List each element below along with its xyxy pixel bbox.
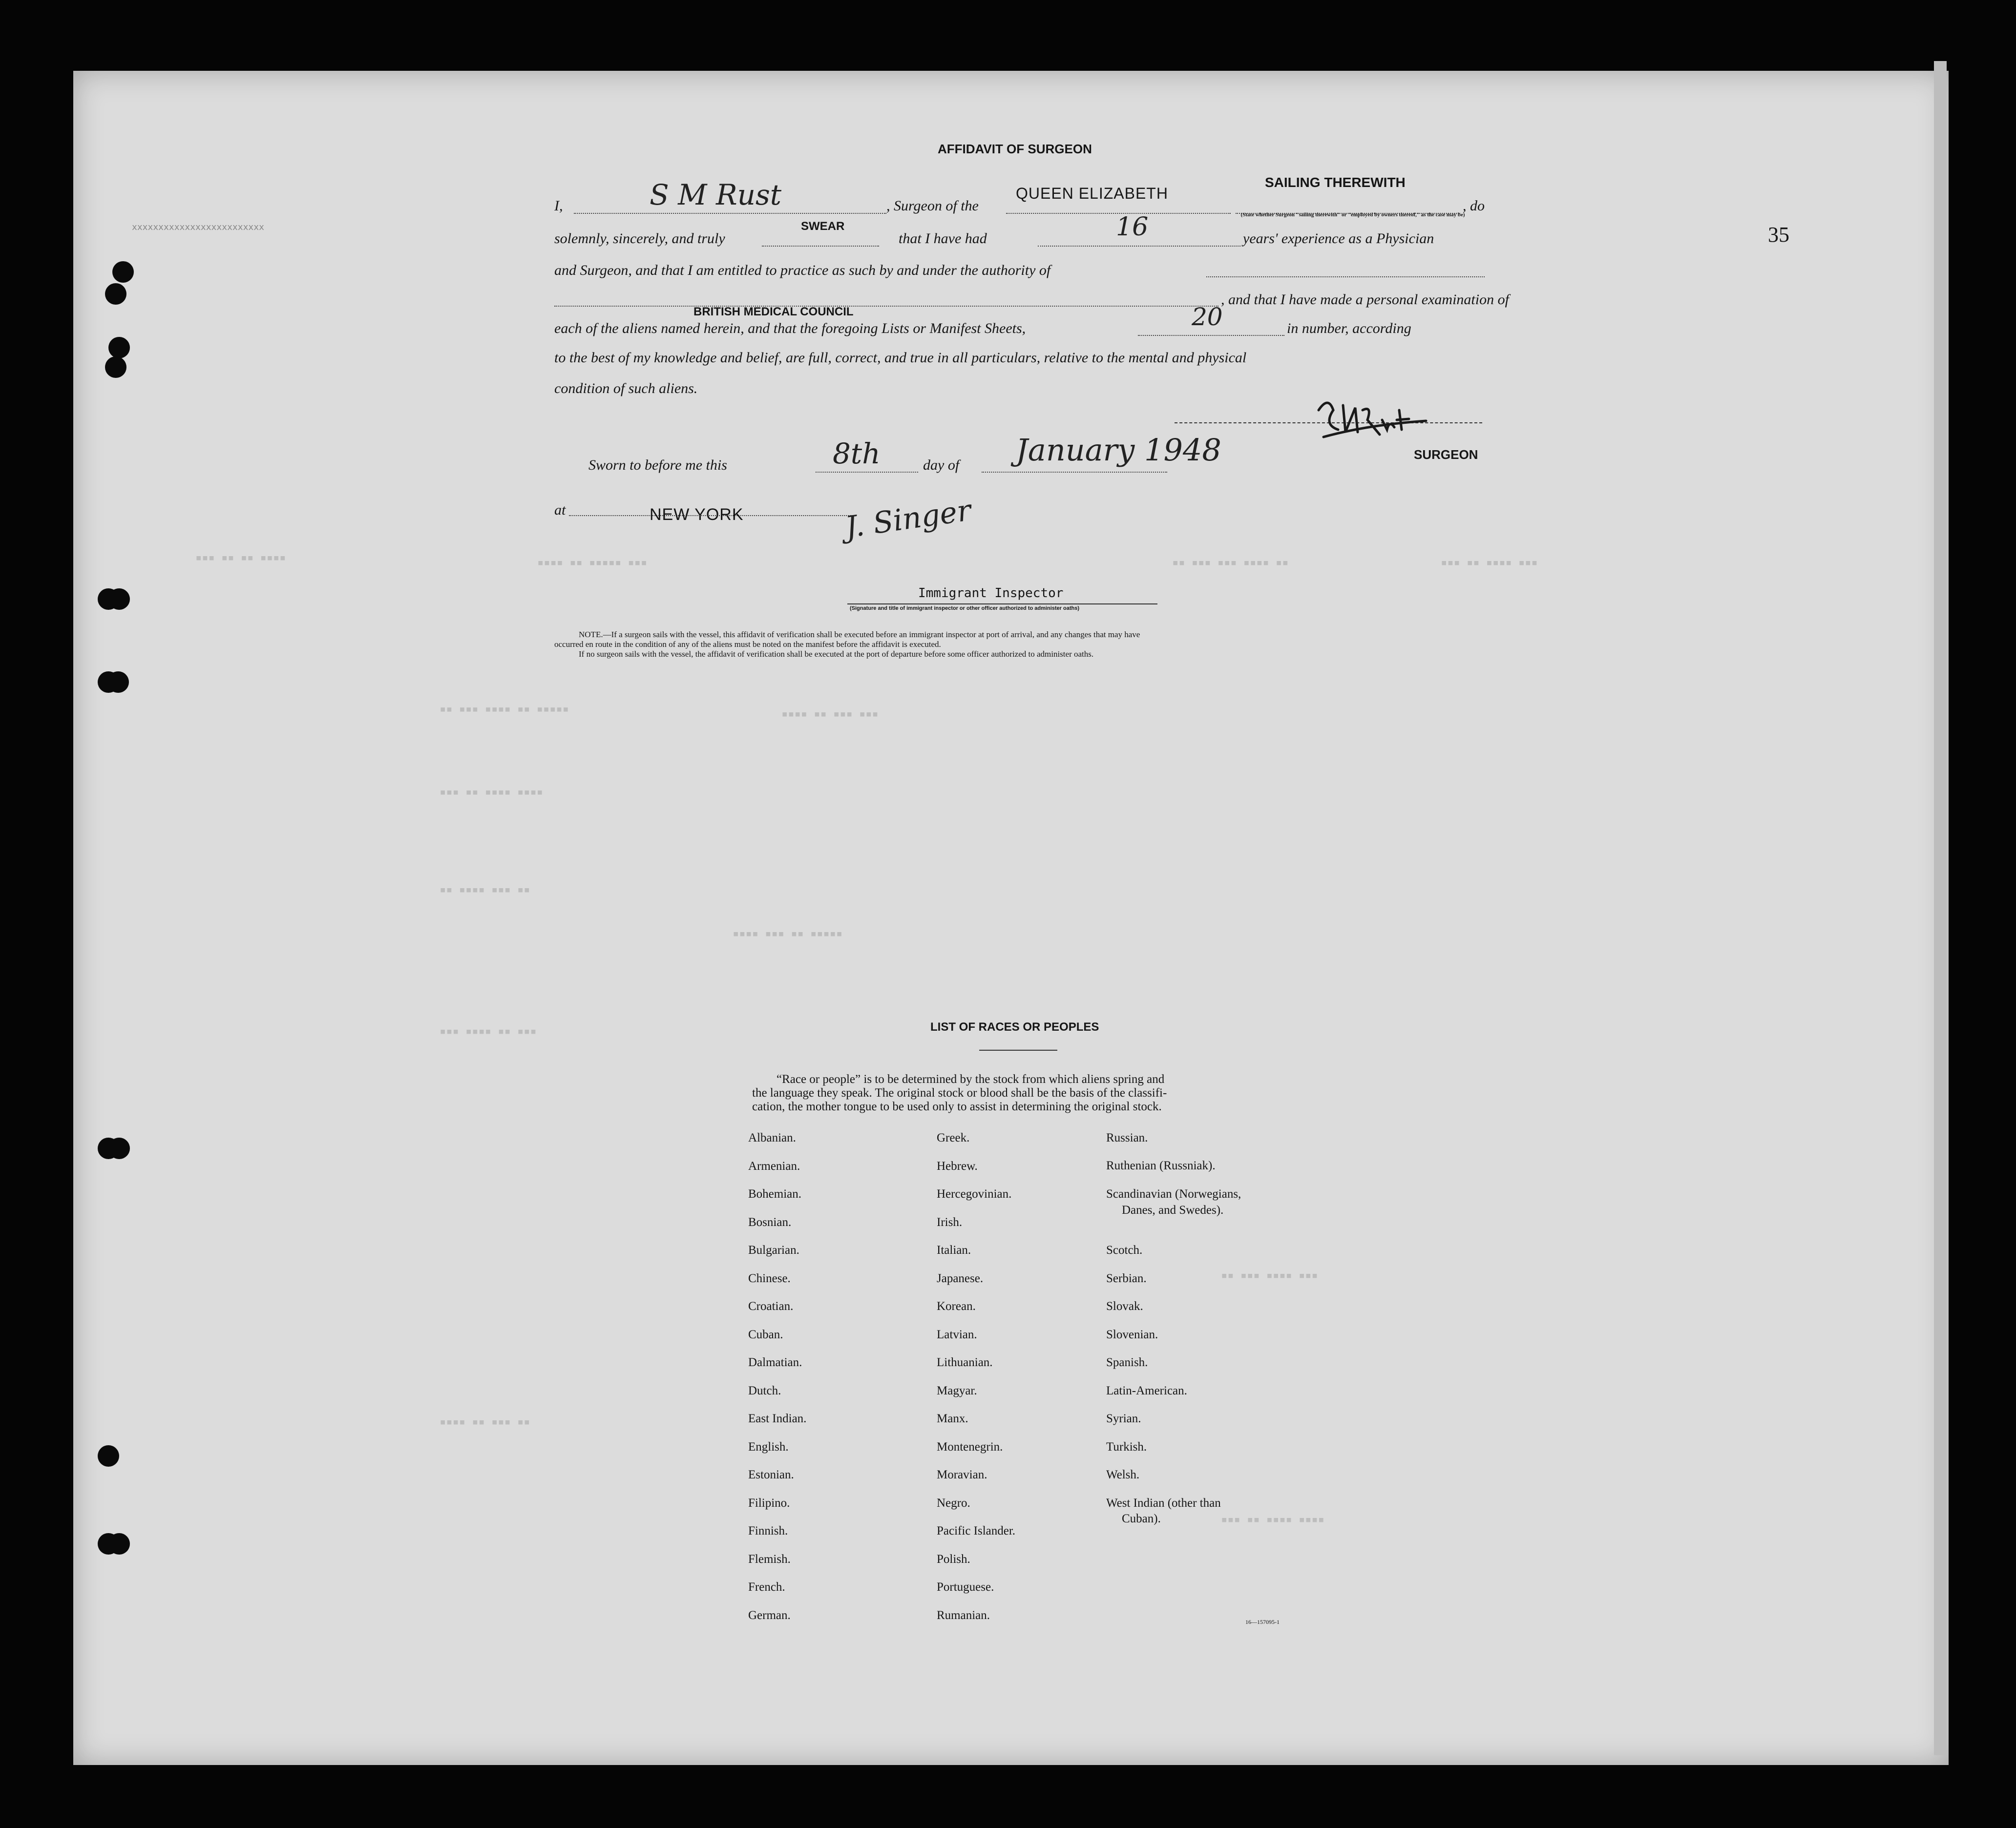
- race-item: Moravian.: [937, 1468, 987, 1481]
- race-item: French.: [748, 1580, 785, 1594]
- label-and-surgeon: and Surgeon, and that I am entitled to practice as such by and under the authority of: [554, 262, 1051, 278]
- surgeon-name: S M Rust: [650, 178, 782, 211]
- race-item: Welsh.: [1106, 1468, 1140, 1481]
- race-item: Finnish.: [748, 1524, 788, 1537]
- race-item: Latin-American.: [1106, 1384, 1187, 1397]
- race-item: Armenian.: [748, 1159, 800, 1173]
- race-item: Bosnian.: [748, 1215, 792, 1229]
- label-do: , do: [1463, 198, 1485, 214]
- race-west-indian-cont: Cuban).: [1122, 1512, 1161, 1525]
- race-item: Bulgarian.: [748, 1244, 799, 1257]
- race-item: Dalmatian.: [748, 1356, 802, 1369]
- years-line: [1038, 246, 1240, 247]
- race-item: Scotch.: [1106, 1244, 1143, 1257]
- race-item: Filipino.: [748, 1496, 790, 1510]
- race-item: Slovenian.: [1106, 1328, 1158, 1341]
- race-item: Portuguese.: [937, 1580, 994, 1594]
- race-item: Greek.: [937, 1131, 970, 1144]
- races-intro-2: the language they speak. The original stock or blood shall be the basis of the classifi-: [752, 1086, 1167, 1100]
- authority: BRITISH MEDICAL COUNCIL: [693, 305, 854, 318]
- race-item: Chinese.: [748, 1271, 791, 1285]
- race-item: Spanish.: [1106, 1356, 1148, 1369]
- race-item: Hercegovinian.: [937, 1187, 1012, 1201]
- punch-hole: [107, 671, 129, 693]
- race-item: Albanian.: [748, 1131, 796, 1144]
- race-scandinavian-cont: Danes, and Swedes).: [1122, 1204, 1224, 1217]
- punch-hole: [98, 1445, 119, 1467]
- race-item: Dutch.: [748, 1384, 781, 1397]
- label-in-number: in number, according: [1287, 320, 1411, 336]
- label-at: at: [554, 502, 566, 518]
- authority-line-1: [1206, 276, 1485, 277]
- sheets: 20: [1192, 303, 1223, 331]
- race-item: Bohemian.: [748, 1187, 802, 1201]
- race-item: Croatian.: [748, 1300, 794, 1313]
- surgeon-signature: [1309, 391, 1441, 444]
- races-title-rule: [979, 1050, 1057, 1051]
- note-line-1: NOTE.—If a surgeon sails with the vessel, this affidavit of verification shall be executed before an immigrant inspector at port of arrival, and any changes that may have: [579, 630, 1140, 639]
- races-title: LIST OF RACES OR PEOPLES: [930, 1020, 1099, 1034]
- punch-hole: [105, 356, 126, 378]
- label-i: I,: [554, 198, 563, 214]
- race-item: Russian.: [1106, 1131, 1148, 1144]
- race-item: Estonian.: [748, 1468, 794, 1481]
- race-item: Italian.: [937, 1244, 971, 1257]
- race-item: Magyar.: [937, 1384, 977, 1397]
- years: 16: [1116, 212, 1149, 242]
- race-item: German.: [748, 1608, 791, 1622]
- inspector-line: [847, 603, 1157, 604]
- form-number: 16—157095-1: [1245, 1619, 1280, 1625]
- affidavit-title: AFFIDAVIT OF SURGEON: [938, 142, 1092, 156]
- label-solemnly: solemnly, sincerely, and truly: [554, 230, 725, 247]
- race-item: Pacific Islander.: [937, 1524, 1016, 1537]
- punch-hole: [108, 588, 130, 610]
- note-line-3: If no surgeon sails with the vessel, the affidavit of verification shall be executed at the port of departure before some officer authorized to administer oaths.: [579, 649, 1094, 659]
- race-item: Latvian.: [937, 1328, 977, 1341]
- sailing-note: (State whether Surgeon "sailing therewith" or "employed by owners thereof," as the case may be): [1240, 212, 1465, 218]
- signature-title: SURGEON: [1414, 447, 1478, 462]
- month-line: [982, 472, 1167, 473]
- inspector-signature: J. Singer: [843, 493, 973, 545]
- race-item: Manx.: [937, 1412, 968, 1425]
- oath-line: [762, 246, 879, 247]
- label-surgeon-of: , Surgeon of the: [886, 198, 979, 214]
- punch-hole: [108, 1138, 130, 1159]
- race-item: Slovak.: [1106, 1300, 1143, 1313]
- race-item: Turkish.: [1106, 1440, 1147, 1454]
- surgeon-name-line: [574, 213, 886, 214]
- race-item: Montenegrin.: [937, 1440, 1003, 1454]
- sheets-line: [1138, 335, 1284, 336]
- note-line-2: occurred en route in the condition of any of the aliens must be noted on the manifest before the affidavit is executed.: [554, 640, 941, 649]
- label-each: each of the aliens named herein, and that the foregoing Lists or Manifest Sheets,: [554, 320, 1026, 336]
- inspector-caption: (Signature and title of immigrant inspector or other officer authorized to administer oaths): [850, 605, 1079, 611]
- month-year: January 1948: [1016, 432, 1221, 468]
- punch-hole: [108, 337, 130, 358]
- label-day-of: day of: [923, 457, 960, 473]
- race-item: Serbian.: [1106, 1272, 1147, 1285]
- race-item: Polish.: [937, 1552, 970, 1566]
- race-item: Ruthenian (Russniak).: [1106, 1159, 1216, 1172]
- ship-name: QUEEN ELIZABETH: [1016, 185, 1168, 202]
- label-that-had: that I have had: [899, 230, 987, 247]
- label-condition: condition of such aliens.: [554, 380, 698, 396]
- punch-hole: [108, 1533, 130, 1555]
- day-line: [816, 472, 918, 473]
- race-item: East Indian.: [748, 1412, 807, 1425]
- sailing-status: SAILING THEREWITH: [1265, 175, 1406, 190]
- race-item: English.: [748, 1440, 789, 1454]
- race-item: Lithuanian.: [937, 1356, 993, 1369]
- punch-hole: [105, 283, 126, 305]
- label-years: years' experience as a Physician: [1243, 230, 1434, 247]
- place: NEW YORK: [650, 505, 744, 524]
- races-intro-1: “Race or people” is to be determined by the stock from which aliens spring and: [777, 1073, 1165, 1086]
- label-best: to the best of my knowledge and belief, are full, correct, and true in all particulars, relative to the mental and physical: [554, 350, 1247, 366]
- race-item: Irish.: [937, 1215, 963, 1229]
- authority-line-2: [554, 306, 1218, 307]
- race-item: Cuban.: [748, 1328, 783, 1341]
- race-item: Flemish.: [748, 1552, 791, 1566]
- race-item: Japanese.: [937, 1271, 984, 1285]
- race-item: Hebrew.: [937, 1159, 978, 1173]
- race-item: West Indian (other than: [1106, 1496, 1221, 1510]
- page-edge: [1934, 61, 1947, 1755]
- race-item: Negro.: [937, 1496, 970, 1510]
- label-personal: , and that I have made a personal examination of: [1221, 291, 1509, 308]
- races-intro-3: cation, the mother tongue to be used only to assist in determining the original stock.: [752, 1100, 1162, 1113]
- race-item: Rumanian.: [937, 1608, 990, 1622]
- race-item: Scandinavian (Norwegians,: [1106, 1187, 1241, 1201]
- race-item: Syrian.: [1106, 1412, 1141, 1425]
- day: 8th: [833, 437, 881, 470]
- label-sworn: Sworn to before me this: [588, 457, 727, 473]
- race-item: Korean.: [937, 1300, 976, 1313]
- page-number: 35: [1768, 223, 1789, 247]
- punch-hole: [112, 261, 134, 283]
- inspector-title: Immigrant Inspector: [918, 586, 1064, 601]
- oath: SWEAR: [801, 220, 845, 233]
